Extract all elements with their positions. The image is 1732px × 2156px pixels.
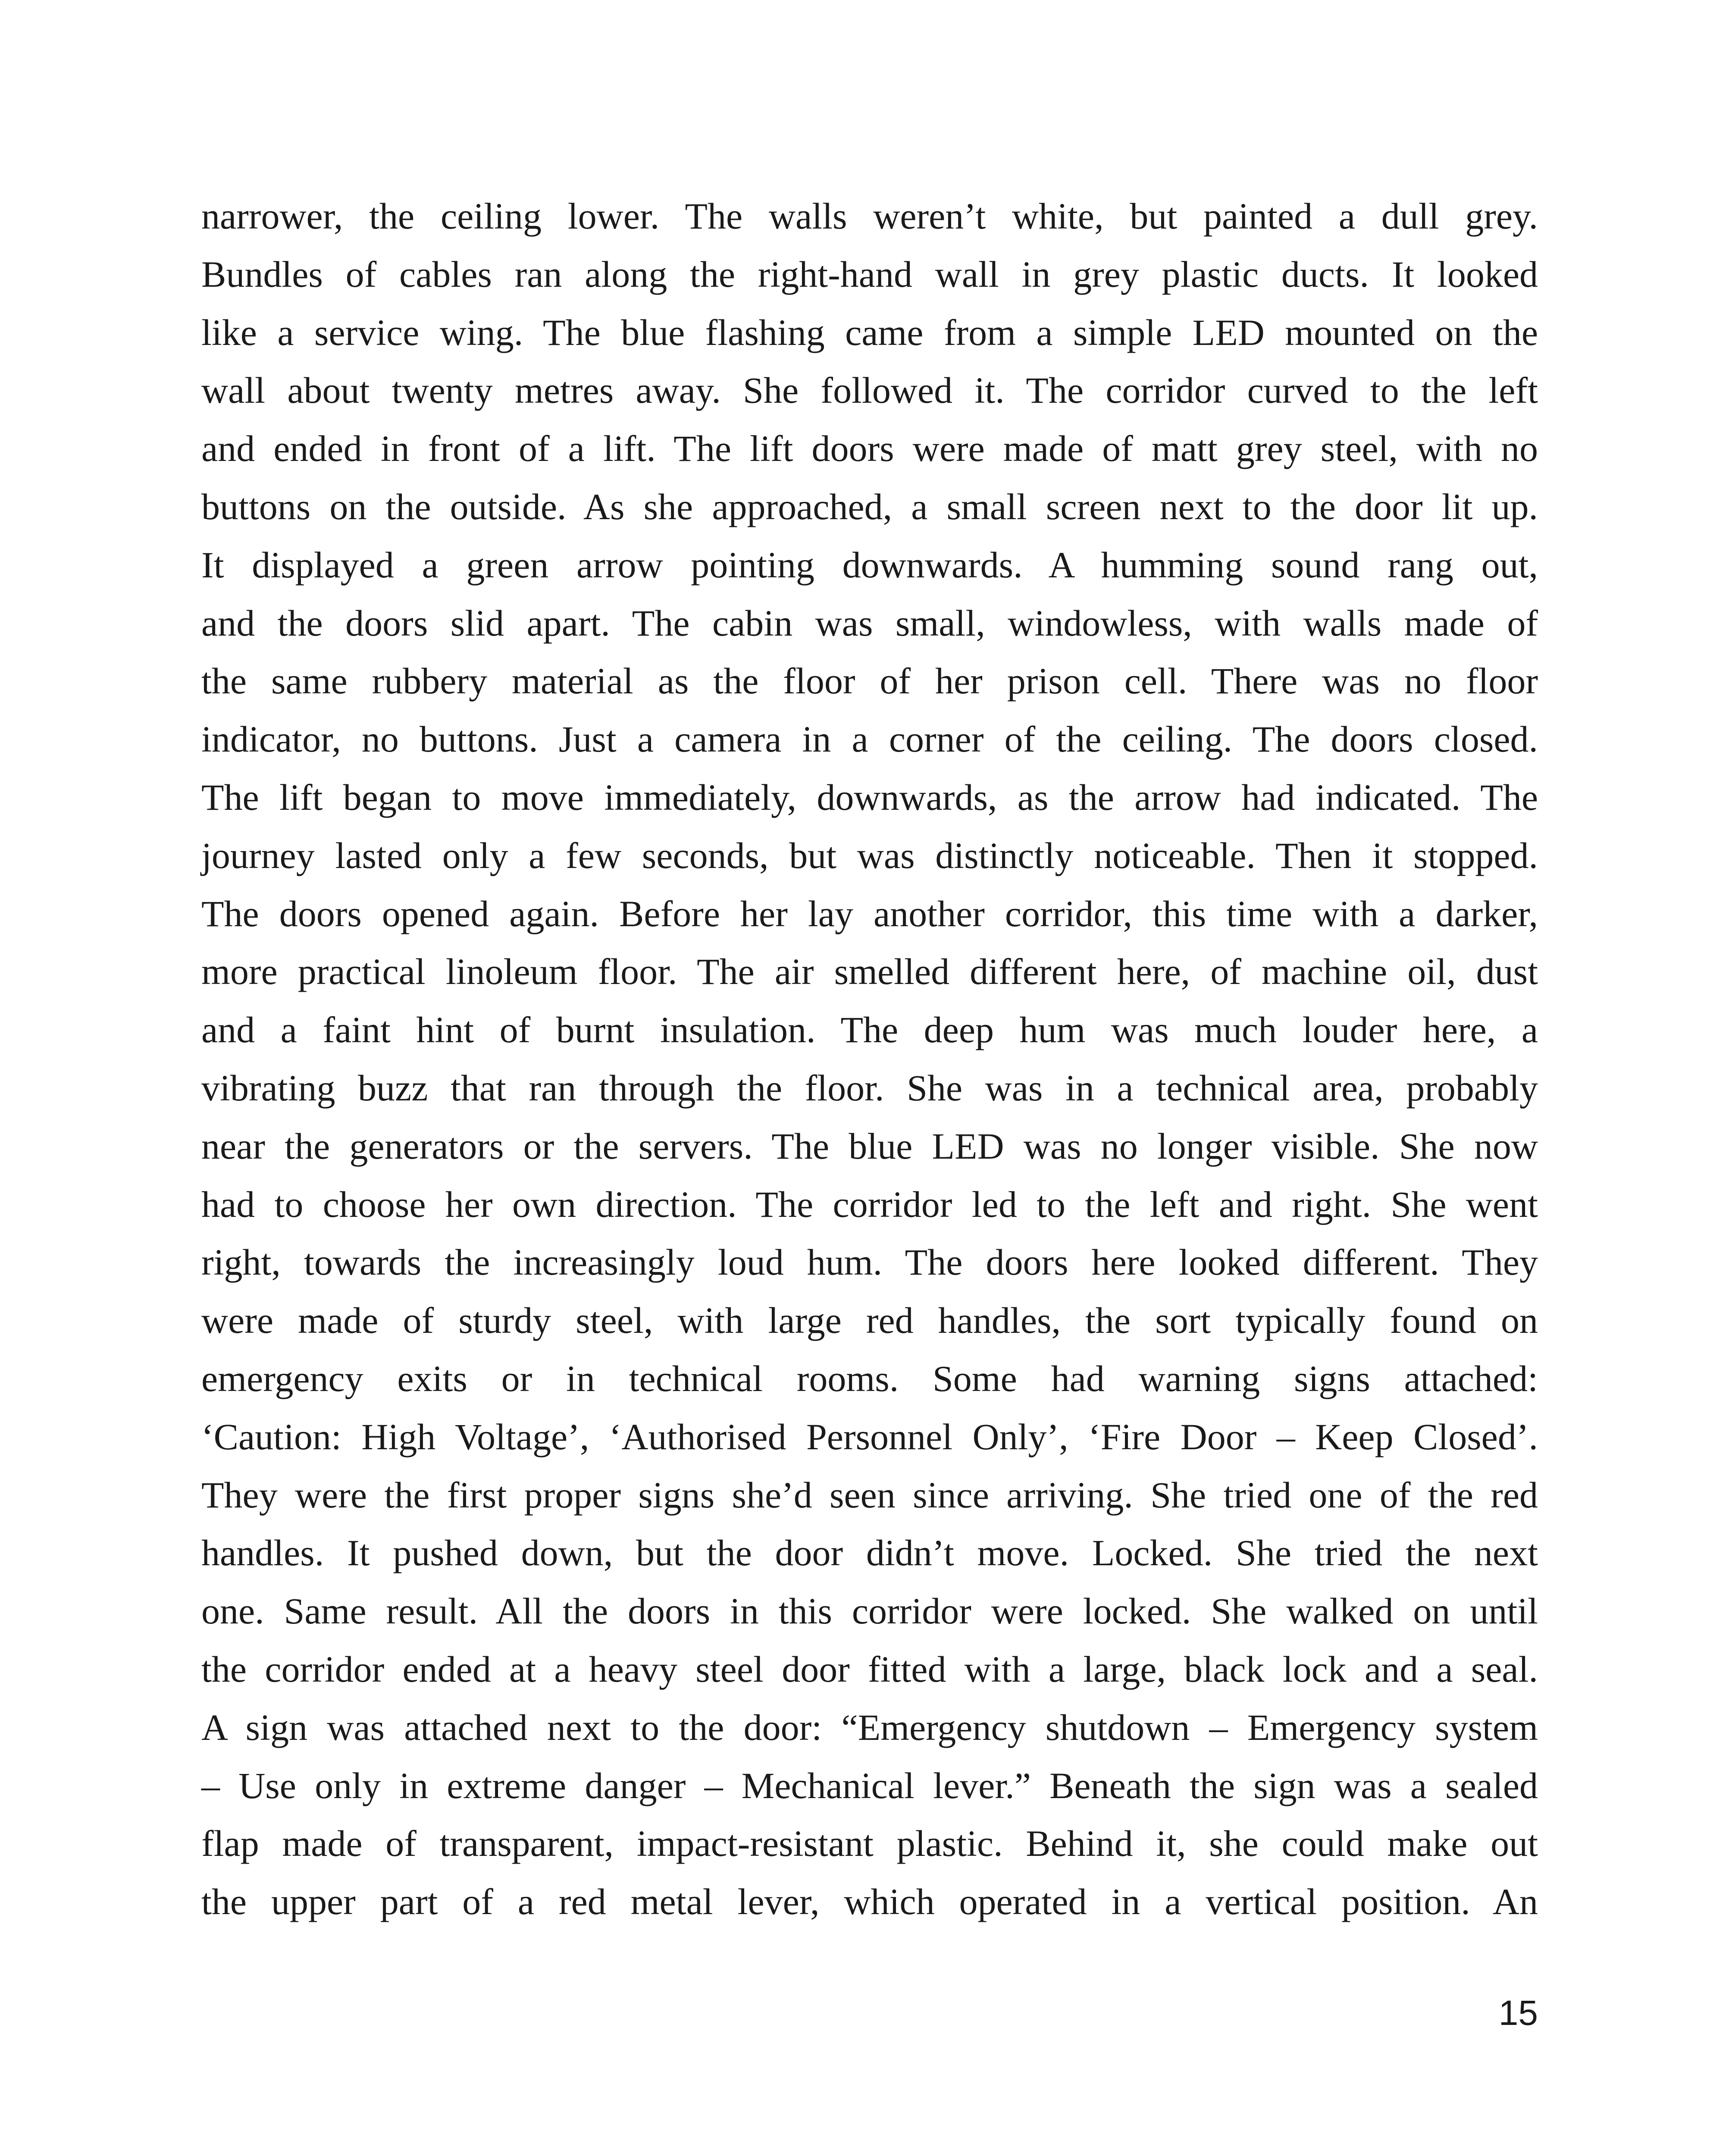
text-line: like a service wing. The blue flashing came from a simple LED mounted on the	[201, 311, 1538, 353]
text-line: narrower, the ceiling lower. The walls weren’t white, but painted a dull grey.	[201, 195, 1538, 237]
text-line: and ended in front of a lift. The lift doors were made of matt grey steel, with no	[201, 428, 1538, 470]
text-line: indicator, no buttons. Just a camera in a corner of the ceiling. The doors closed.	[201, 718, 1538, 760]
body-text	[201, 187, 1538, 1931]
text-line: more practical linoleum floor. The air smelled different here, of machine oil, dust	[201, 951, 1538, 993]
text-line: right, towards the increasingly loud hum. The doors here looked different. They	[201, 1241, 1538, 1283]
text-line: A sign was attached next to the door: “Emergency shutdown – Emergency system	[201, 1706, 1538, 1748]
text-line: were made of sturdy steel, with large red handles, the sort typically found on	[201, 1300, 1538, 1341]
text-line: wall about twenty metres away. She followed it. The corridor curved to the left	[201, 370, 1538, 411]
text-line: and the doors slid apart. The cabin was small, windowless, with walls made of	[201, 602, 1538, 644]
text-line: vibrating buzz that ran through the floor. She was in a technical area, probably	[201, 1067, 1538, 1109]
text-line: the upper part of a red metal lever, which operated in a vertical position. An	[201, 1881, 1538, 1923]
text-line: emergency exits or in technical rooms. Some had warning signs attached:	[201, 1357, 1538, 1399]
page-number: 15	[1498, 1993, 1538, 2033]
text-line: Bundles of cables ran along the right-hand wall in grey plastic ducts. It looked	[201, 253, 1538, 295]
text-line: It displayed a green arrow pointing downwards. A humming sound rang out,	[201, 544, 1538, 586]
text-line: – Use only in extreme danger – Mechanical lever.” Beneath the sign was a sealed	[201, 1764, 1538, 1806]
text-line: near the generators or the servers. The blue LED was no longer visible. She now	[201, 1125, 1538, 1167]
text-line: one. Same result. All the doors in this corridor were locked. She walked on until	[201, 1590, 1538, 1632]
text-line: buttons on the outside. As she approached, a small screen next to the door lit up.	[201, 486, 1538, 527]
text-line: the same rubbery material as the floor of her prison cell. There was no floor	[201, 660, 1538, 702]
text-line: They were the first proper signs she’d seen since arriving. She tried one of the red	[201, 1474, 1538, 1516]
text-line: The doors opened again. Before her lay another corridor, this time with a darker,	[201, 893, 1538, 934]
text-line: journey lasted only a few seconds, but was distinctly noticeable. Then it stopped.	[201, 834, 1538, 876]
text-line: had to choose her own direction. The corridor led to the left and right. She went	[201, 1183, 1538, 1225]
text-line: and a faint hint of burnt insulation. The deep hum was much louder here, a	[201, 1009, 1538, 1051]
text-line: ‘Caution: High Voltage’, ‘Authorised Personnel Only’, ‘Fire Door – Keep Closed’.	[201, 1416, 1538, 1457]
text-line: The lift began to move immediately, downwards, as the arrow had indicated. The	[201, 776, 1538, 818]
text-line: handles. It pushed down, but the door didn’t move. Locked. She tried the next	[201, 1532, 1538, 1574]
text-line: the corridor ended at a heavy steel door fitted with a large, black lock and a seal.	[201, 1648, 1538, 1690]
text-line: flap made of transparent, impact-resistant plastic. Behind it, she could make out	[201, 1823, 1538, 1865]
